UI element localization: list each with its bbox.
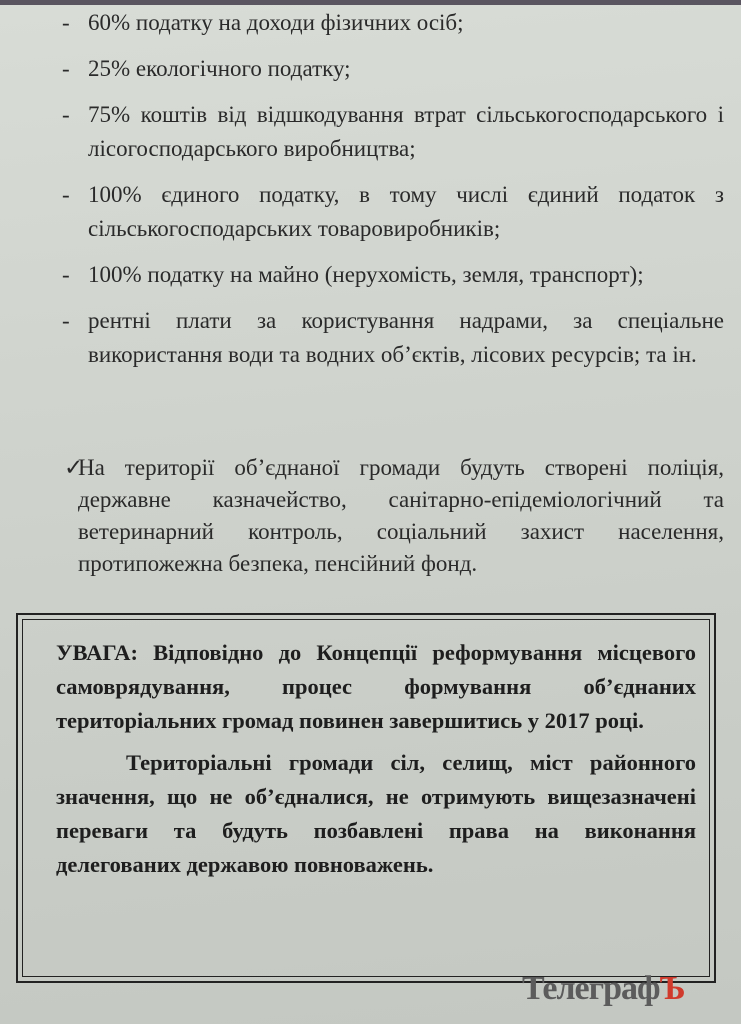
list-item [62,304,724,372]
notice-box [16,613,716,983]
notice-paragraph-2: Територіальні громади сіл, селищ, міст районного значення, що не об’єдналися, не отримують вищезазначені переваги та будуть позбавлені права на виконання делегованих державою повноважень. [56,750,696,877]
list-item [62,258,724,292]
dash-marker: - [62,10,70,35]
list-item-text: 75% коштів від відшкодування втрат сільськогосподарського і лісогосподарського виробництва; [88,102,724,161]
dash-marker: - [62,262,70,287]
notice-text [56,636,696,882]
dash-marker: - [62,182,70,207]
list-item-text: 100% єдиного податку, в тому числі єдиний податок з сільськогосподарських товаровиробників; [88,182,724,241]
list-item [62,98,724,166]
list-item-text: 25% екологічного податку; [88,56,351,81]
check-item [64,452,724,580]
dash-marker: - [62,56,70,81]
dash-marker: - [62,308,70,333]
checkmark-icon: ✓ [64,455,84,480]
photo-top-edge [0,0,741,5]
notice-label: УВАГА [56,640,131,665]
dash-marker: - [62,102,70,127]
notice-body-1: : Відповідно до Концепції реформування місцевого самоврядування, процес формування об’єднаних територіальних громад повинен завершитись у 2017 році. [56,640,696,733]
list-item-text: 100% податку на майно (нерухомість, земля, транспорт); [88,262,644,287]
notice-paragraph-1 [56,636,696,738]
list-item-text: рентні плати за користування надрами, за спеціальне використання води та водних об’єктів, лісових ресурсів; та ін. [88,308,724,367]
logo-accent: Ъ [659,970,685,1007]
list-item [62,52,724,86]
bullet-list [62,6,724,384]
telegraf-watermark-logo [522,970,685,1008]
logo-text: Телеграф [522,970,660,1007]
check-item-text: На території об’єднаної громади будуть створені поліція, державне казначейство, санітарно-епідеміологічний та ветеринарний контроль, соціальний захист населення, протипожежна безпека, пенсійний фонд. [78,455,724,576]
list-item [62,178,724,246]
list-item [62,6,724,40]
list-item-text: 60% податку на доходи фізичних осіб; [88,10,464,35]
